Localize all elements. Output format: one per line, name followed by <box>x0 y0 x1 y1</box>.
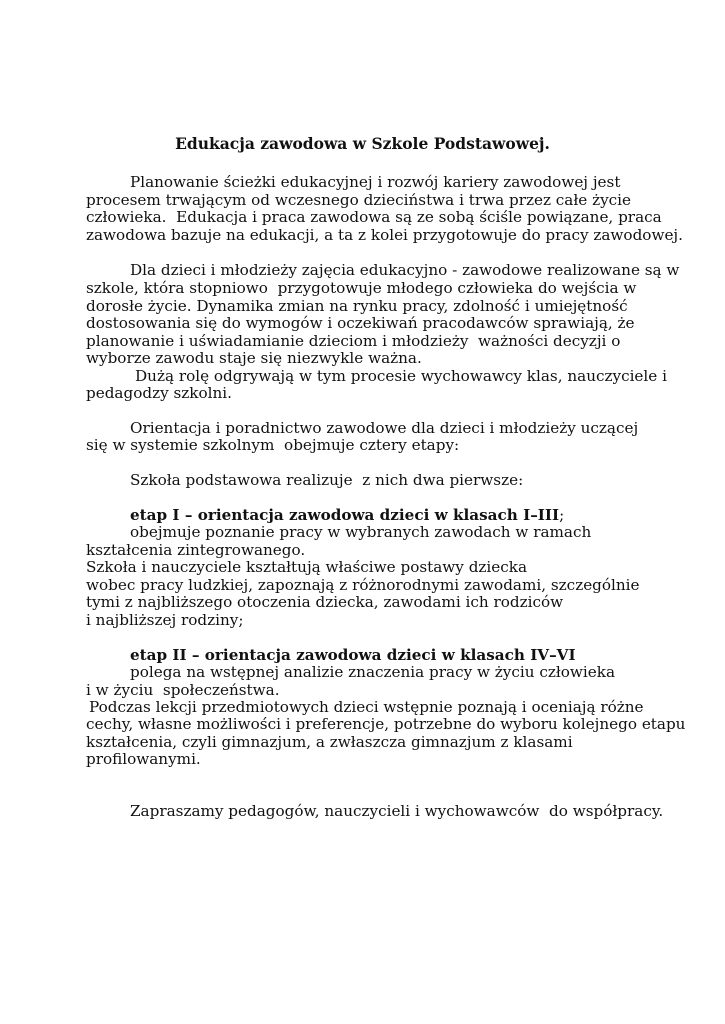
paragraph-2-line: pedagodzy szkolni. <box>86 384 232 402</box>
etap-2-line: polega na wstępnej analizie znaczenia pracy w życiu człowieka <box>130 663 616 681</box>
etap-1-line: Szkoła i nauczyciele kształtują właściwe postawy dziecka <box>86 558 528 576</box>
etap-2-line: i w życiu społeczeństwa. <box>86 681 280 699</box>
paragraph-2-line: szkole, która stopniowo przygotowuje młodego człowieka do wejścia w <box>86 279 637 297</box>
etap-1-heading <box>130 506 564 524</box>
etap-2-heading: etap II – orientacja zawodowa dzieci w klasach IV–VI <box>130 646 576 664</box>
etap-2-line: cechy, własne możliwości i preferencje, potrzebne do wyboru kolejnego etapu <box>86 715 686 733</box>
paragraph-2-line: dostosowania się do wymogów i oczekiwań pracodawców sprawiają, że <box>86 314 635 332</box>
etap-2-line: kształcenia, czyli gimnazjum, a zwłaszcza gimnazjum z klasami <box>86 733 573 751</box>
paragraph-4-line: Szkoła podstawowa realizuje z nich dwa pierwsze: <box>130 471 524 489</box>
paragraph-1-line: zawodowa bazuje na edukacji, a ta z kolei przygotowuje do pracy zawodowej. <box>86 226 683 244</box>
etap-1-line: tymi z najbliższego otoczenia dziecka, zawodami ich rodziców <box>86 593 564 611</box>
paragraph-2-line: wyborze zawodu staje się niezwykle ważna. <box>86 349 422 367</box>
etap-1-heading-suffix: ; <box>559 506 565 524</box>
paragraph-2-line: Dużą rolę odgrywają w tym procesie wychowawcy klas, nauczyciele i <box>135 367 667 385</box>
etap-2-line: profilowanymi. <box>86 750 201 768</box>
etap-1-line: kształcenia zintegrowanego. <box>86 541 306 559</box>
paragraph-1-line: człowieka. Edukacja i praca zawodowa są ze sobą ściśle powiązane, praca <box>86 208 662 226</box>
paragraph-1-line: Planowanie ścieżki edukacyjnej i rozwój kariery zawodowej jest <box>130 173 621 191</box>
etap-2-line: Podczas lekcji przedmiotowych dzieci wstępnie poznają i oceniają różne <box>89 698 644 716</box>
paragraph-3-line: się w systemie szkolnym obejmuje cztery etapy: <box>86 436 460 454</box>
paragraph-2-line: dorosłe życie. Dynamika zmian na rynku pracy, zdolność i umiejętność <box>86 297 628 315</box>
document-title: Edukacja zawodowa w Szkole Podstawowej. <box>175 134 550 153</box>
closing-invitation: Zapraszamy pedagogów, nauczycieli i wychowawców do współpracy. <box>130 802 664 820</box>
paragraph-3-line: Orientacja i poradnictwo zawodowe dla dzieci i młodzieży uczącej <box>130 419 639 437</box>
paragraph-2-line: Dla dzieci i młodzieży zajęcia edukacyjno - zawodowe realizowane są w <box>130 261 680 279</box>
etap-1-line: obejmuje poznanie pracy w wybranych zawodach w ramach <box>130 523 592 541</box>
paragraph-1-line: procesem trwającym od wczesnego dzieciństwa i trwa przez całe życie <box>86 191 632 209</box>
paragraph-2-line: planowanie i uświadamianie dzieciom i młodzieży ważności decyzji o <box>86 332 621 350</box>
etap-1-line: i najbliższej rodziny; <box>86 611 244 629</box>
etap-1-heading-text: etap I – orientacja zawodowa dzieci w klasach I–III <box>130 506 560 524</box>
etap-1-line: wobec pracy ludzkiej, zapoznają z różnorodnymi zawodami, szczególnie <box>86 576 640 594</box>
